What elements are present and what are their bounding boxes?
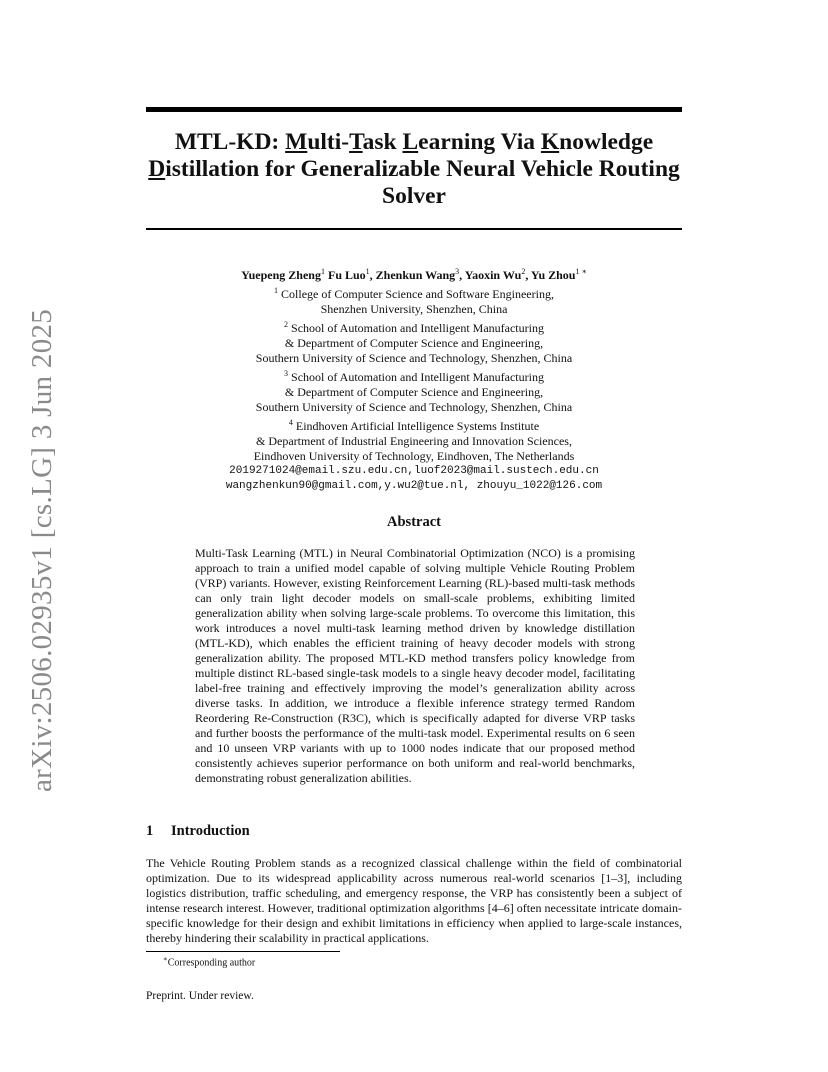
- affiliation-3: [150, 366, 678, 385]
- title-underlined-letter: K: [540, 129, 560, 155]
- title-text: nowledge: [559, 129, 654, 155]
- abstract-heading: Abstract: [387, 514, 441, 530]
- section-number: 1: [146, 823, 154, 839]
- footnote-rule: [146, 951, 340, 952]
- author-name: Yaoxin Wu: [464, 268, 522, 282]
- affiliation-line: Eindhoven Artificial Intelligence Systems Institute: [295, 419, 540, 433]
- title-text: ulti-: [307, 129, 350, 155]
- introduction-body: The Vehicle Routing Problem stands as a recognized classical challenge within the field of combinatorial optimization. Due to its widespread applicability across numerous real-world scenarios [1–3], including logistics distribution, traffic scheduling, and emergency response, the VRP has consistently been a subject of intense research interest. However, traditional optimization algorithms [4–6] often necessitate intricate domain-specific knowledge for their design and exhibit limitations in efficiency when applied to large-scale instances, thereby hindering their scalability in practical applications.: [146, 856, 682, 945]
- title-underlined-letter: M: [285, 129, 308, 155]
- affiliation-mark: 3: [284, 369, 289, 378]
- author-block: [150, 264, 678, 494]
- affiliation-line: Shenzhen University, Shenzhen, China: [320, 302, 508, 316]
- title-text: istillation for Generalizable Neural Vehicle Routing: [165, 156, 680, 182]
- affiliation-1: [150, 283, 678, 302]
- title-underlined-letter: D: [148, 156, 166, 182]
- author-affiliation-mark: 2: [521, 267, 526, 276]
- title-top-rule: [146, 107, 682, 112]
- author-affiliation-mark: 1: [320, 267, 325, 276]
- title-text: earning Via: [418, 129, 541, 155]
- title-underlined-letter: L: [402, 129, 419, 155]
- email-line[interactable]: wangzhenkun90@gmail.com,y.wu2@tue.nl, zhouyu_1022@126.com: [225, 480, 603, 492]
- author-affiliation-mark: 1 ∗: [575, 267, 587, 276]
- footnote: [163, 955, 255, 968]
- affiliation-line: Southern University of Science and Technology, Shenzhen, China: [255, 351, 573, 365]
- title-underlined-letter: T: [349, 129, 363, 155]
- title-text: MTL-KD:: [174, 129, 286, 155]
- affiliation-mark: 2: [284, 320, 289, 329]
- title-line-1: [146, 129, 682, 156]
- affiliation-mark: 1: [274, 286, 279, 295]
- author-list: Yuepeng Zheng$^1$ Fu Luo$^1$, Zhenkun Wang$^3$, Yaoxin Wu$^2$, Yu Zhou$^{1 ∗}$: [241, 267, 587, 282]
- author-affiliation-mark: 3: [455, 267, 460, 276]
- title-line-3: Solver: [382, 183, 446, 209]
- abstract-body: Multi-Task Learning (MTL) in Neural Combinatorial Optimization (NCO) is a promising approach to train a unified model capable of solving multiple Vehicle Routing Problem (VRP) variants. However, existing Reinforcement Learning (RL)-based multi-task methods can only train light decoder models on small-scale problems, exhibiting limited generalization ability when solving large-scale problems. To overcome this limitation, this work introduces a novel multi-task learning method driven by knowledge distillation (MTL-KD), which enables the efficient training of heavy decoder models with strong generalization ability. The proposed MTL-KD method transfers policy knowledge from multiple distinct RL-based single-task models to a single heavy decoder model, facilitating label-free training and effectively improving the model’s generalization ability across diverse tasks. In addition, we introduce a flexible inference strategy termed Random Reordering Re-Construction (R3C), which is specifically adapted for diverse VRP tasks and further boosts the performance of the multi-task model. Experimental results on 6 seen and 10 unseen VRP variants with up to 1000 nodes indicate that our proposed method consistently achieves superior performance on both uniform and real-world benchmarks, demonstrating robust generalization abilities.: [195, 546, 635, 785]
- arxiv-stamp: arXiv:2506.02935v1 [cs.LG] 3 Jun 2025: [26, 308, 58, 792]
- author-affiliation-mark: 1: [365, 267, 370, 276]
- affiliation-line: & Department of Industrial Engineering and Innovation Sciences,: [256, 434, 572, 448]
- affiliation-line: & Department of Computer Science and Engineering,: [284, 385, 544, 399]
- section-title: Introduction: [171, 823, 250, 839]
- footnote-text: Corresponding author: [167, 957, 256, 969]
- affiliation-4: [150, 415, 678, 434]
- author-name: Fu Luo: [327, 268, 366, 282]
- author-name: Yuepeng Zheng: [241, 268, 321, 282]
- affiliation-line: School of Automation and Intelligent Manufacturing: [291, 370, 544, 384]
- section-heading-introduction: [146, 823, 250, 840]
- title-text: ask: [362, 129, 403, 155]
- author-name: Yu Zhou: [530, 268, 576, 282]
- affiliation-line: College of Computer Science and Software Engineering,: [281, 287, 554, 301]
- paper-title: [146, 129, 682, 210]
- affiliation-line: Eindhoven University of Technology, Eindhoven, The Netherlands: [253, 449, 575, 463]
- affiliation-line: Southern University of Science and Technology, Shenzhen, China: [255, 400, 573, 414]
- affiliation-mark: 4: [288, 418, 293, 427]
- affiliation-line: School of Automation and Intelligent Manufacturing: [291, 321, 544, 335]
- author-name: Zhenkun Wang: [375, 268, 456, 282]
- affiliation-line: & Department of Computer Science and Engineering,: [284, 336, 544, 350]
- footnote-mark: ∗: [163, 955, 168, 963]
- title-line-2: [146, 156, 682, 183]
- email-line[interactable]: 2019271024@email.szu.edu.cn,luof2023@mail.sustech.edu.cn: [229, 465, 599, 477]
- preprint-note: Preprint. Under review.: [146, 990, 254, 1002]
- affiliation-2: [150, 317, 678, 336]
- title-bottom-rule: [146, 228, 682, 230]
